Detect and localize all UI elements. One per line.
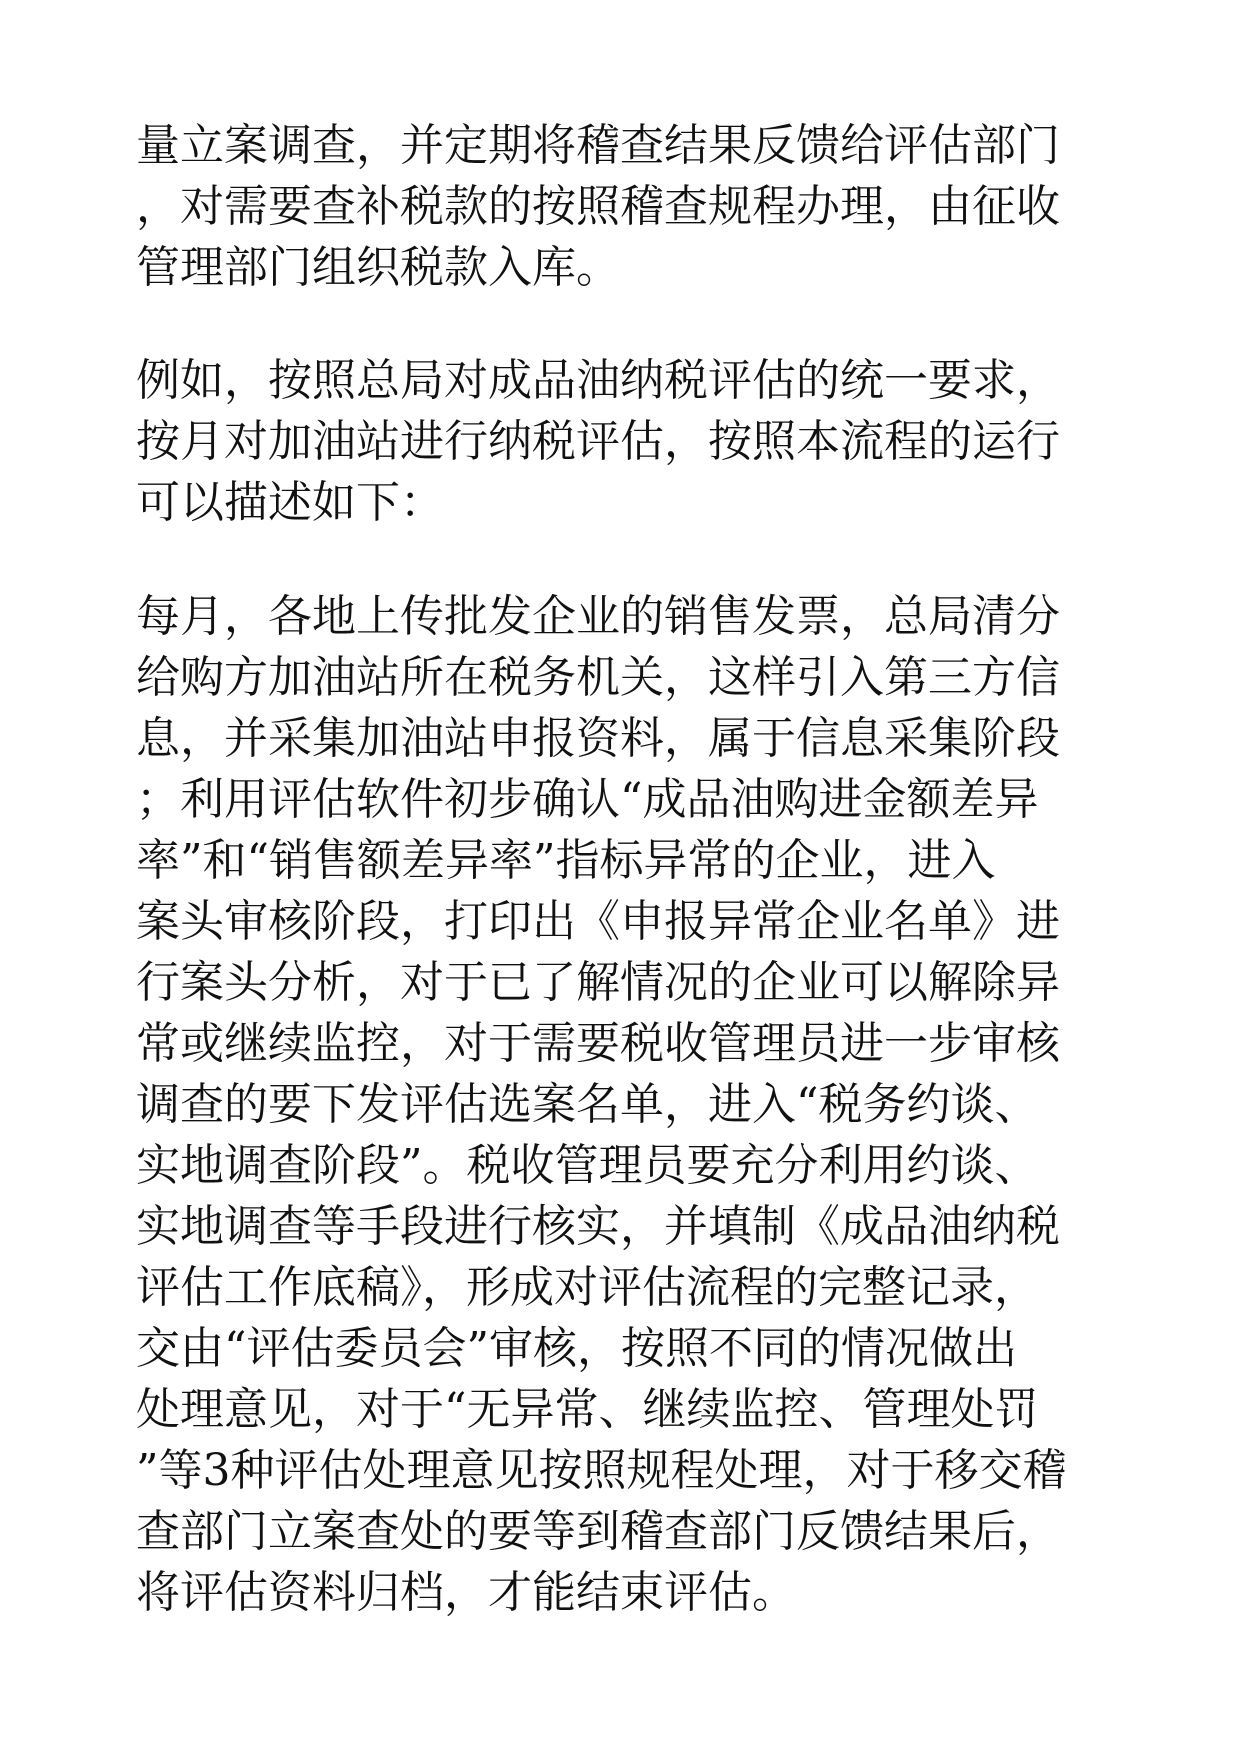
paragraph-audit-feedback (136, 115, 1136, 298)
paragraph-monthly-process (136, 586, 1136, 1623)
text-line: 案头审核阶段，打印出《申报异常企业名单》进 (136, 896, 1060, 947)
text-line: 查部门立案查处的要等到稽查部门反馈结果后， (136, 1506, 1060, 1557)
text-line: 评估工作底稿》，形成对评估流程的完整记录， (136, 1262, 1038, 1313)
text-line: 行案头分析，对于已了解情况的企业可以解除异 (136, 957, 1060, 1008)
text-line: 量立案调查，并定期将稽查结果反馈给评估部门 (136, 120, 1060, 171)
text-line: 管理部门组织税款入库。 (136, 242, 620, 293)
text-line: 率”和“销售额差异率”指标异常的企业，进入 (136, 835, 996, 886)
text-line: 息，并采集加油站申报资料，属于信息采集阶段 (136, 713, 1060, 764)
text-line: 常或继续监控，对于需要税收管理员进一步审核 (136, 1018, 1060, 1069)
text-line: 给购方加油站所在税务机关，这样引入第三方信 (136, 652, 1060, 703)
text-line: ，对需要查补税款的按照稽查规程办理，由征收 (136, 181, 1060, 232)
paragraph-example-intro (136, 350, 1136, 533)
text-line: 实地调查阶段”。税收管理员要充分利用约谈、 (136, 1140, 1039, 1191)
text-line: 每月，各地上传批发企业的销售发票，总局清分 (136, 591, 1060, 642)
text-line: ；利用评估软件初步确认“成品油购进金额差异 (136, 774, 1039, 825)
text-line: 可以描述如下： (136, 477, 444, 528)
text-line: 例如，按照总局对成品油纳税评估的统一要求， (136, 355, 1060, 406)
text-line: ”等3种评估处理意见按照规程处理，对于移交稽 (136, 1445, 1067, 1496)
text-line: 处理意见，对于“无异常、继续监控、管理处罚 (136, 1384, 1039, 1435)
text-line: 按月对加油站进行纳税评估，按照本流程的运行 (136, 416, 1060, 467)
text-line: 实地调查等手段进行核实，并填制《成品油纳税 (136, 1201, 1060, 1252)
text-line: 调查的要下发评估选案名单，进入“税务约谈、 (136, 1079, 1039, 1130)
text-line: 将评估资料归档，才能结束评估。 (136, 1567, 796, 1618)
text-line: 交由“评估委员会”审核，按照不同的情况做出 (136, 1323, 1017, 1374)
